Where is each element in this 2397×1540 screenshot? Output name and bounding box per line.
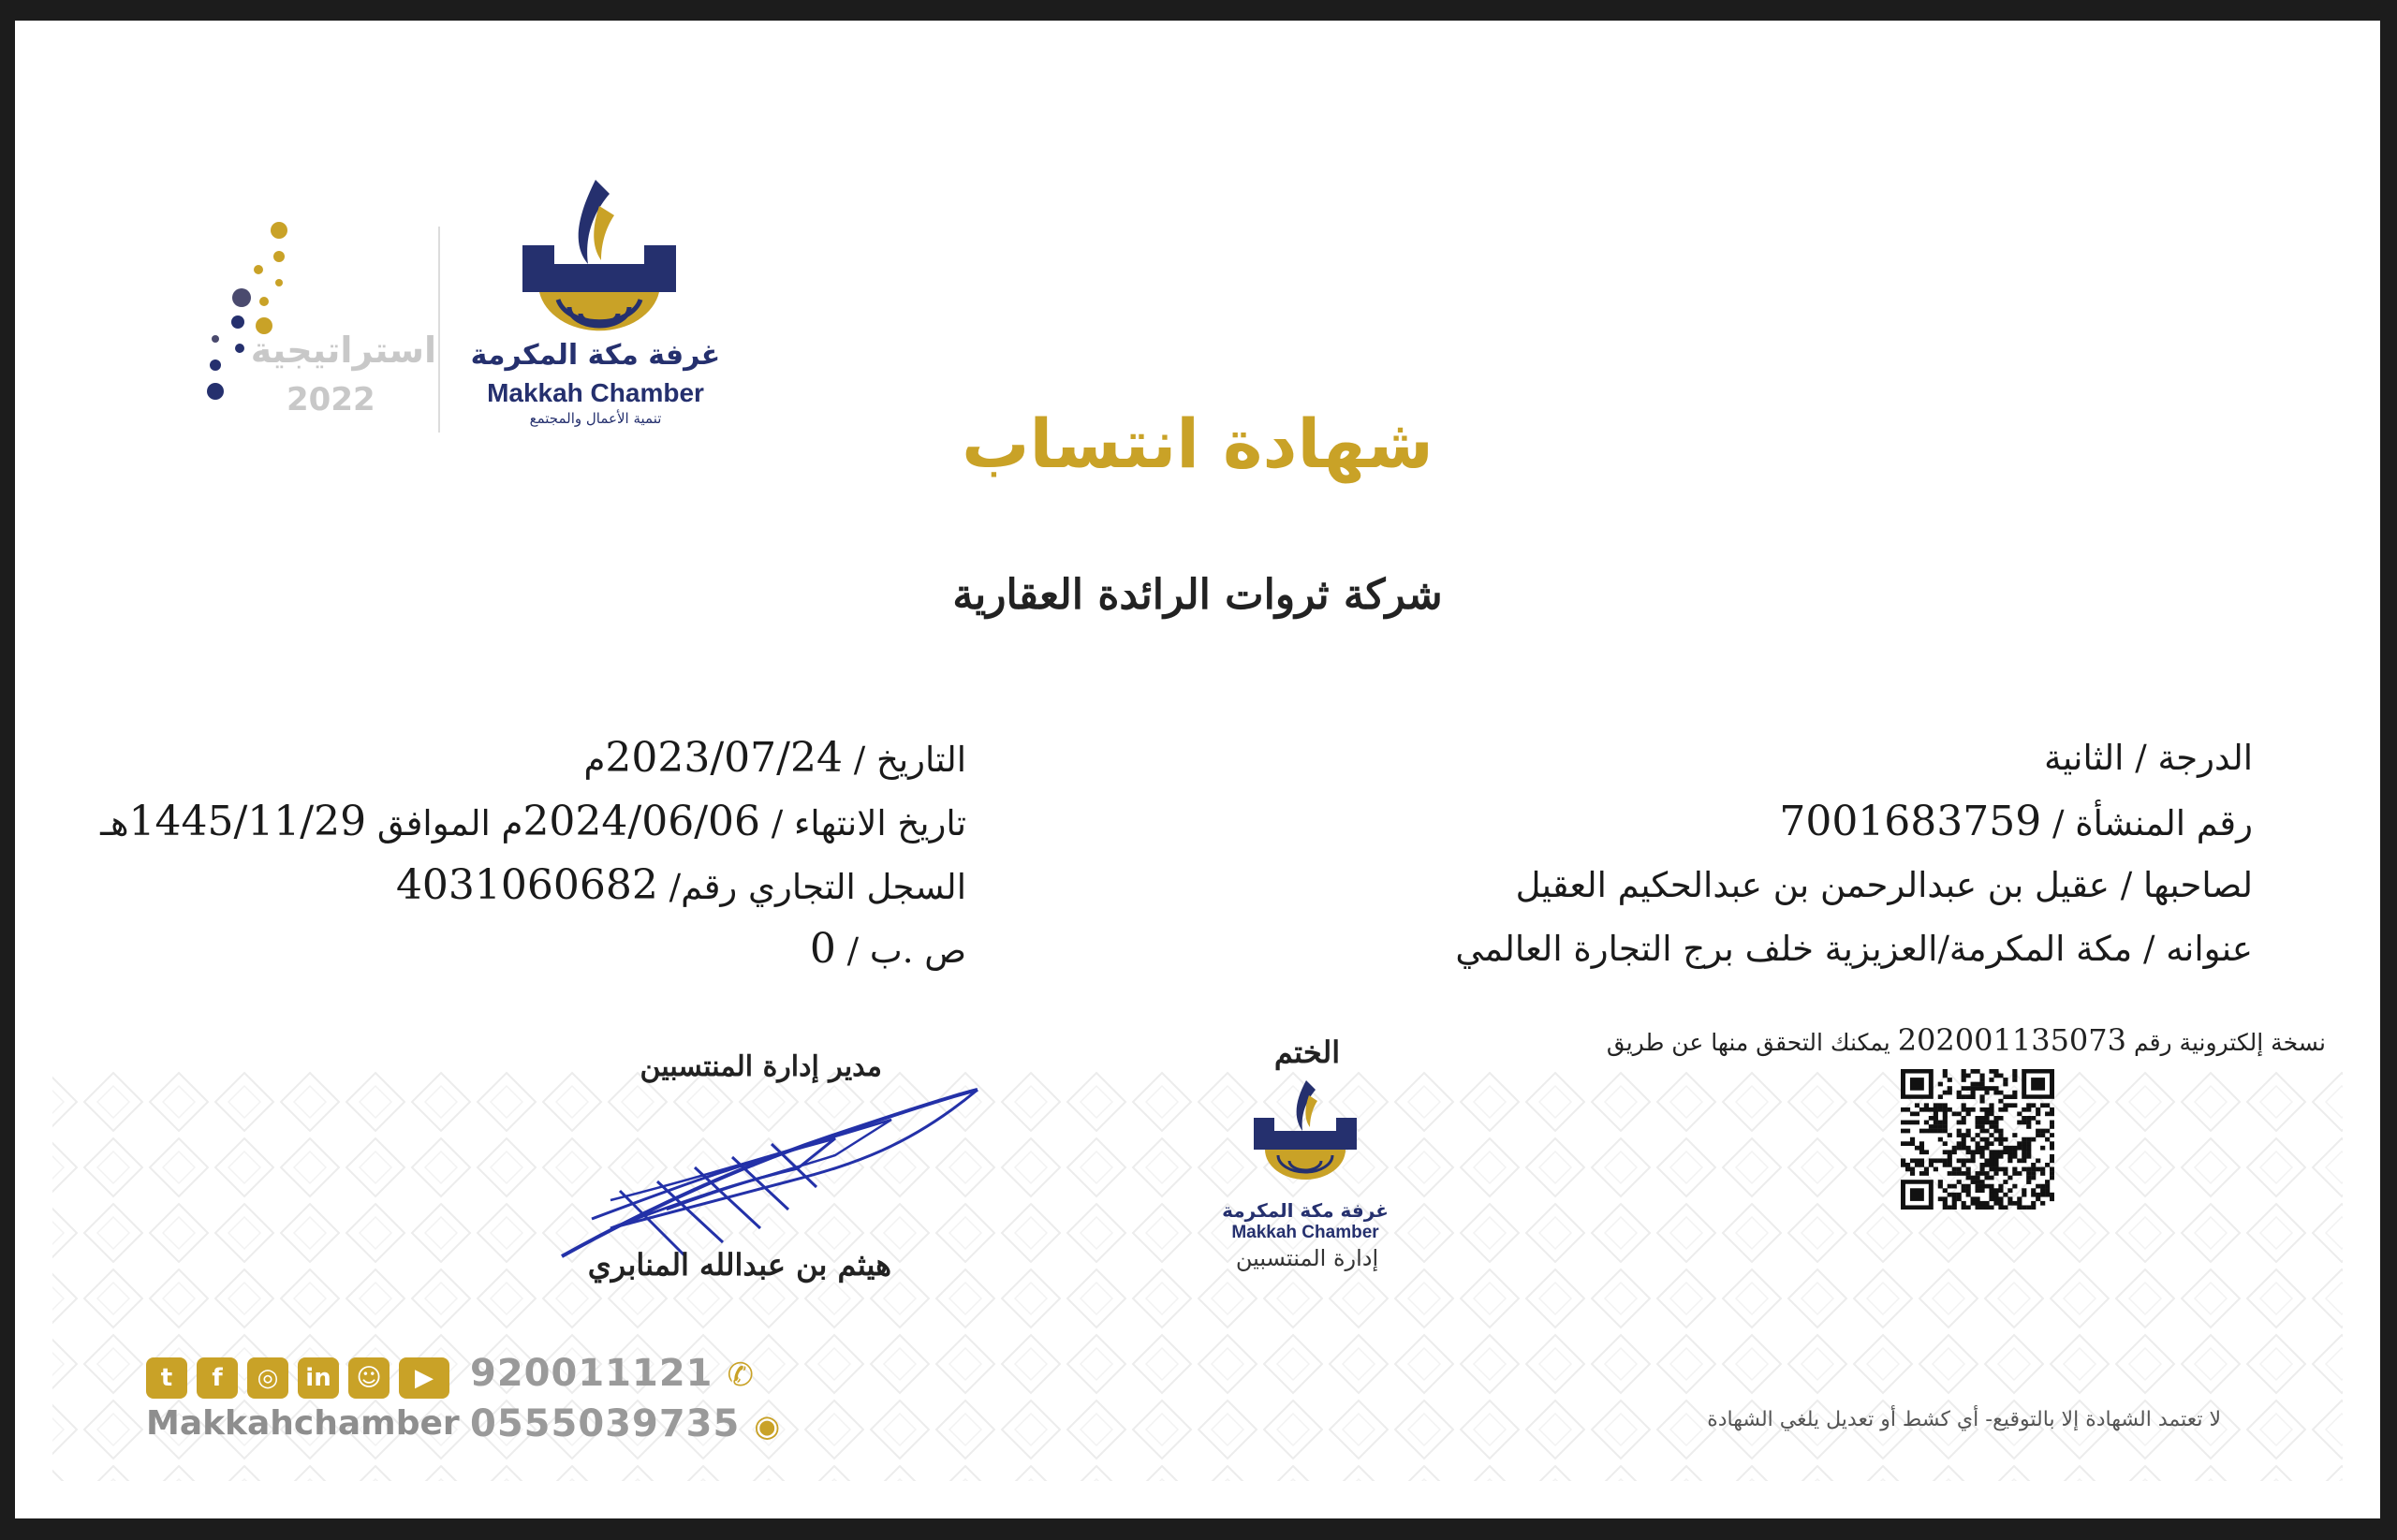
address-value: مكة المكرمة/العزيزية خلف برج التجارة العالمي: [1455, 929, 2133, 969]
cr-label: السجل التجاري رقم/: [657, 867, 966, 907]
qr-code[interactable]: [1901, 1069, 2054, 1210]
address-field: [1455, 929, 2253, 969]
stamp-caption: إدارة المنتسبين: [1235, 1245, 1379, 1271]
expiry-mid: م الموافق: [366, 803, 523, 843]
expiry-label: تاريخ الانتهاء /: [760, 803, 966, 843]
company-name: شركة ثروات الرائدة العقارية: [952, 571, 1443, 619]
signature-drawing: [554, 1078, 985, 1266]
stamp-chamber-ar: غرفة مكة المكرمة: [1222, 1199, 1389, 1222]
expiry-field: [100, 798, 966, 845]
verification-number: 202001135073: [1897, 1022, 2126, 1058]
facility-value: 7001683759: [1779, 798, 2042, 845]
date-suffix: م: [583, 740, 606, 780]
cr-field: [396, 861, 966, 909]
expiry-hijri: 1445/11/29: [128, 798, 367, 845]
date-value: 2023/07/24: [605, 734, 843, 782]
mobile-value: 0555039735: [470, 1402, 741, 1445]
phone-value: 920011121: [470, 1352, 713, 1395]
verification-note: [1607, 1022, 2326, 1058]
address-label: عنوانه /: [2132, 929, 2253, 969]
linkedin-icon[interactable]: in: [298, 1357, 339, 1399]
date-label: التاريخ /: [842, 740, 966, 780]
whatsapp-icon: ◉: [754, 1408, 782, 1444]
makkah-chamber-logo: [483, 161, 699, 348]
certificate-sheet: [15, 21, 2380, 1518]
owner-value: عقيل بن عبدالرحمن بن عبدالحكيم العقيل: [1515, 865, 2110, 905]
snapchat-icon[interactable]: ☺: [348, 1357, 390, 1399]
owner-label: لصاحبها /: [2110, 865, 2253, 905]
chamber-subtitle: تنمية الأعمال والمجتمع: [529, 410, 662, 427]
disclaimer-text: لا تعتمد الشهادة إلا بالتوقيع- أي كشط أو تعديل يلغي الشهادة: [1707, 1408, 2221, 1431]
facebook-icon[interactable]: f: [197, 1357, 238, 1399]
expiry-value: 2024/06/06: [522, 798, 761, 845]
strategy-label: استراتيجية: [250, 330, 436, 371]
grade-value: الثانية: [2044, 738, 2125, 778]
verification-suffix: يمكنك التحقق منها عن طريق: [1606, 1029, 1898, 1056]
strategy-year: 2022: [287, 381, 375, 418]
pobox-value: 0: [809, 925, 836, 973]
youtube-icon[interactable]: ▶: [399, 1357, 449, 1399]
certificate-title: شهادة انتساب: [962, 404, 1434, 483]
owner-field: [1516, 865, 2253, 905]
stamp-label: الختم: [1273, 1034, 1341, 1070]
social-handle[interactable]: Makkahchamber: [146, 1404, 460, 1443]
expiry-suffix: هـ: [100, 803, 129, 843]
chamber-name-ar: غرفة مكة المكرمة: [470, 339, 721, 372]
phone-icon: ✆: [727, 1357, 755, 1394]
strategy-dots-icon: [193, 217, 305, 404]
logo-divider: [438, 227, 440, 433]
chamber-name-en: Makkah Chamber: [487, 378, 704, 407]
signatory-name: هيثم بن عبدالله المنابري: [587, 1247, 891, 1283]
verification-prefix: نسخة إلكترونية رقم: [2126, 1029, 2326, 1056]
facility-field: [1779, 798, 2253, 845]
cr-value: 4031060682: [395, 861, 658, 909]
stamp-logo-icon: [1216, 1060, 1394, 1242]
mobile-number[interactable]: [470, 1402, 781, 1445]
pobox-field: [810, 925, 966, 973]
phone-number[interactable]: [470, 1352, 755, 1395]
social-icons: [146, 1357, 449, 1399]
signatory-title: مدير إدارة المنتسبين: [640, 1050, 882, 1083]
date-field: [583, 734, 966, 782]
pobox-label: ص .ب /: [835, 931, 966, 971]
instagram-icon[interactable]: ◎: [247, 1357, 288, 1399]
grade-field: [2044, 738, 2253, 778]
twitter-icon[interactable]: t: [146, 1357, 187, 1399]
grade-label: الدرجة /: [2124, 738, 2253, 778]
facility-label: رقم المنشأة /: [2041, 803, 2253, 843]
stamp-chamber-en: Makkah Chamber: [1231, 1223, 1379, 1242]
